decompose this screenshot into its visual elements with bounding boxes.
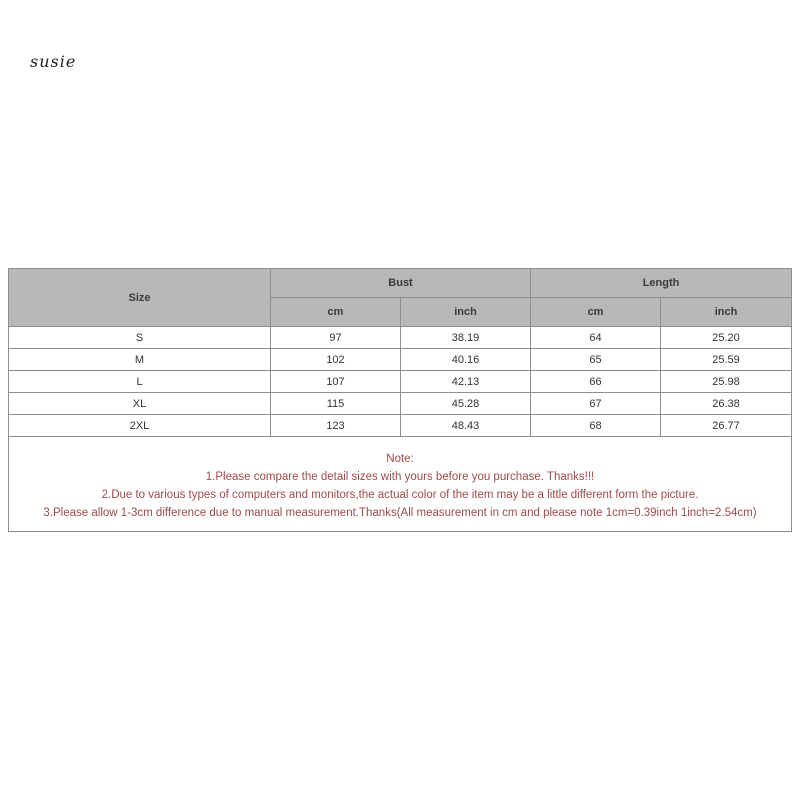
length-cm-cell: 64 bbox=[531, 327, 661, 349]
bust-cm-cell: 102 bbox=[271, 349, 401, 371]
bust-cm-header: cm bbox=[271, 298, 401, 327]
bust-inch-cell: 40.16 bbox=[401, 349, 531, 371]
table-row bbox=[9, 371, 792, 393]
notes-row bbox=[9, 437, 792, 532]
note-title: Note: bbox=[386, 453, 414, 465]
table-row bbox=[9, 415, 792, 437]
length-group-header: Length bbox=[531, 269, 792, 298]
header-row-groups bbox=[9, 269, 792, 298]
size-column-header: Size bbox=[9, 269, 271, 327]
size-chart-table bbox=[8, 268, 792, 532]
length-inch-cell: 25.98 bbox=[661, 371, 792, 393]
size-cell: S bbox=[9, 327, 271, 349]
bust-inch-cell: 38.19 bbox=[401, 327, 531, 349]
note-line-3: 3.Please allow 1-3cm difference due to manual measurement.Thanks(All measurement in cm and please note 1cm=0.39inch 1inch=2.54cm) bbox=[43, 507, 757, 519]
bust-inch-cell: 42.13 bbox=[401, 371, 531, 393]
table-row bbox=[9, 327, 792, 349]
size-cell: XL bbox=[9, 393, 271, 415]
size-cell: L bbox=[9, 371, 271, 393]
bust-cm-cell: 115 bbox=[271, 393, 401, 415]
bust-inch-cell: 48.43 bbox=[401, 415, 531, 437]
bust-cm-cell: 123 bbox=[271, 415, 401, 437]
length-cm-cell: 68 bbox=[531, 415, 661, 437]
length-inch-cell: 25.59 bbox=[661, 349, 792, 371]
table-row bbox=[9, 393, 792, 415]
notes-block bbox=[9, 437, 792, 532]
length-inch-cell: 26.77 bbox=[661, 415, 792, 437]
size-cell: 2XL bbox=[9, 415, 271, 437]
note-line-1: 1.Please compare the detail sizes with yours before you purchase. Thanks!!! bbox=[205, 471, 595, 483]
bust-group-header: Bust bbox=[271, 269, 531, 298]
bust-inch-cell: 45.28 bbox=[401, 393, 531, 415]
bust-cm-cell: 97 bbox=[271, 327, 401, 349]
length-inch-cell: 26.38 bbox=[661, 393, 792, 415]
table-row bbox=[9, 349, 792, 371]
length-inch-header: inch bbox=[661, 298, 792, 327]
length-cm-cell: 66 bbox=[531, 371, 661, 393]
bust-cm-cell: 107 bbox=[271, 371, 401, 393]
length-inch-cell: 25.20 bbox=[661, 327, 792, 349]
length-cm-header: cm bbox=[531, 298, 661, 327]
size-cell: M bbox=[9, 349, 271, 371]
bust-inch-header: inch bbox=[401, 298, 531, 327]
length-cm-cell: 67 bbox=[531, 393, 661, 415]
note-line-2: 2.Due to various types of computers and monitors,the actual color of the item may be a little different form the picture. bbox=[101, 489, 699, 501]
brand-logo-text: susie bbox=[30, 52, 77, 71]
length-cm-cell: 65 bbox=[531, 349, 661, 371]
